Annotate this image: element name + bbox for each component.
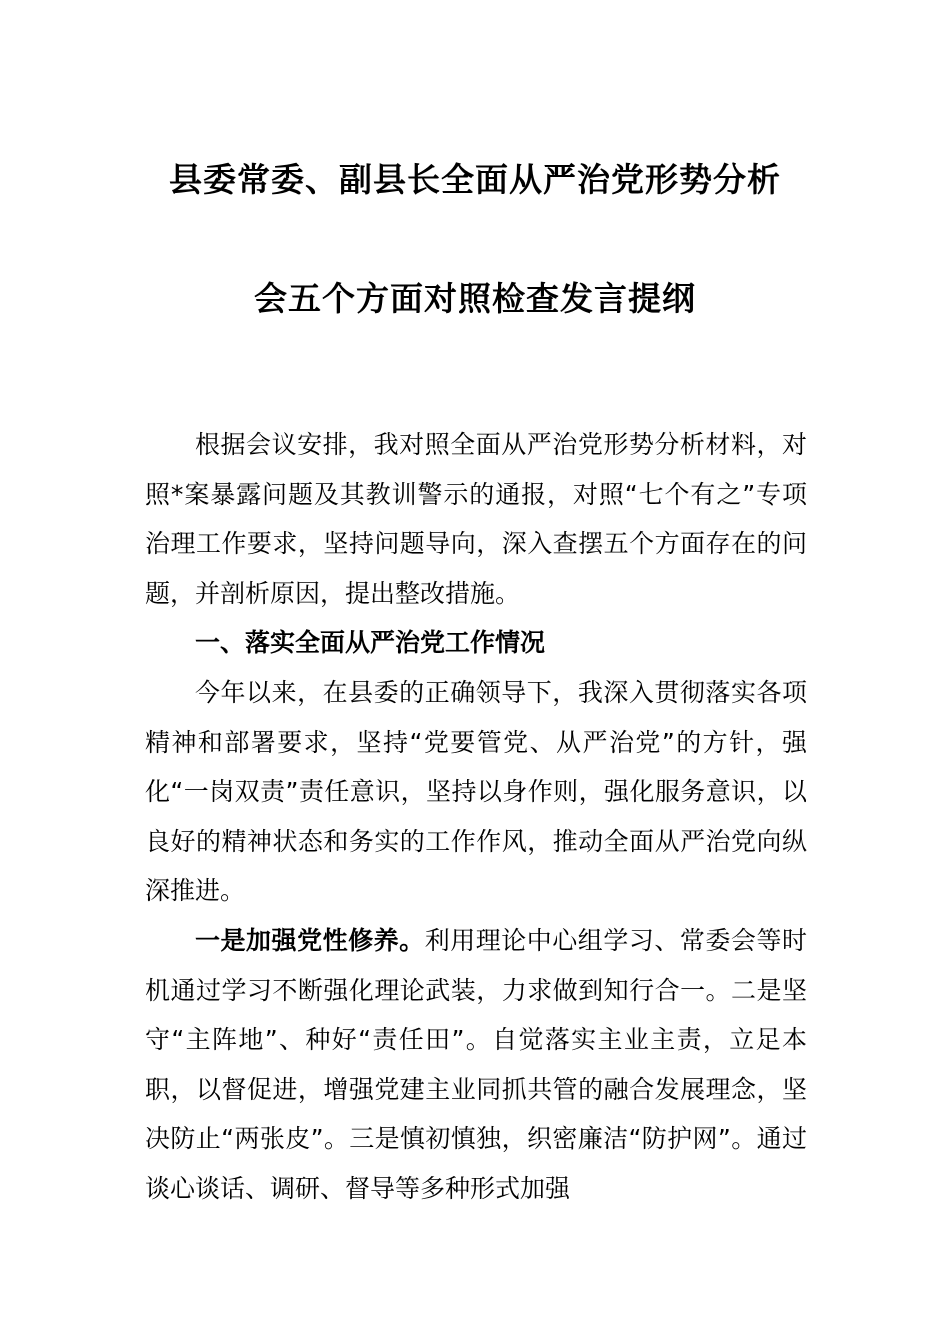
body-paragraph-with-lead [145,916,807,1214]
document-body [145,420,807,1214]
document-title-line-1: 县委常委、副县长全面从严治党形势分析 [169,160,781,199]
paragraph-text: 利用理论中心组学习、常委会等时机通过学习不断强化理论武装，力求做到知行合一。二是坚守“主阵地”、种好“责任田”。自觉落实主业主责，立足本职，以督促进，增强党建主业同抓共管的融合发展理念，坚决防止“两张皮”。三是慎初慎独，织密廉洁“防护网”。通过谈心谈话、调研、督导等多种形式加强 [145,925,807,1203]
document-title-line-2: 会五个方面对照检查发言提纲 [254,279,696,318]
section-heading: 一、落实全面从严治党工作情况 [195,628,546,658]
intro-paragraph: 根据会议安排，我对照全面从严治党形势分析材料，对照*案暴露问题及其教训警示的通报，对照“七个有之”专项治理工作要求，坚持问题导向，深入查摆五个方面存在的问题，并剖析原因，提出整改措施。 [145,430,807,608]
paragraph-lead-bold: 一是加强党性修养。 [195,925,425,955]
body-paragraph: 今年以来，在县委的正确领导下，我深入贯彻落实各项精神和部署要求，坚持“党要管党、从严治党”的方针，强化“一岗双责”责任意识，坚持以身作则，强化服务意识，以良好的精神状态和务实的工作作风，推动全面从严治党向纵深推进。 [145,677,807,906]
